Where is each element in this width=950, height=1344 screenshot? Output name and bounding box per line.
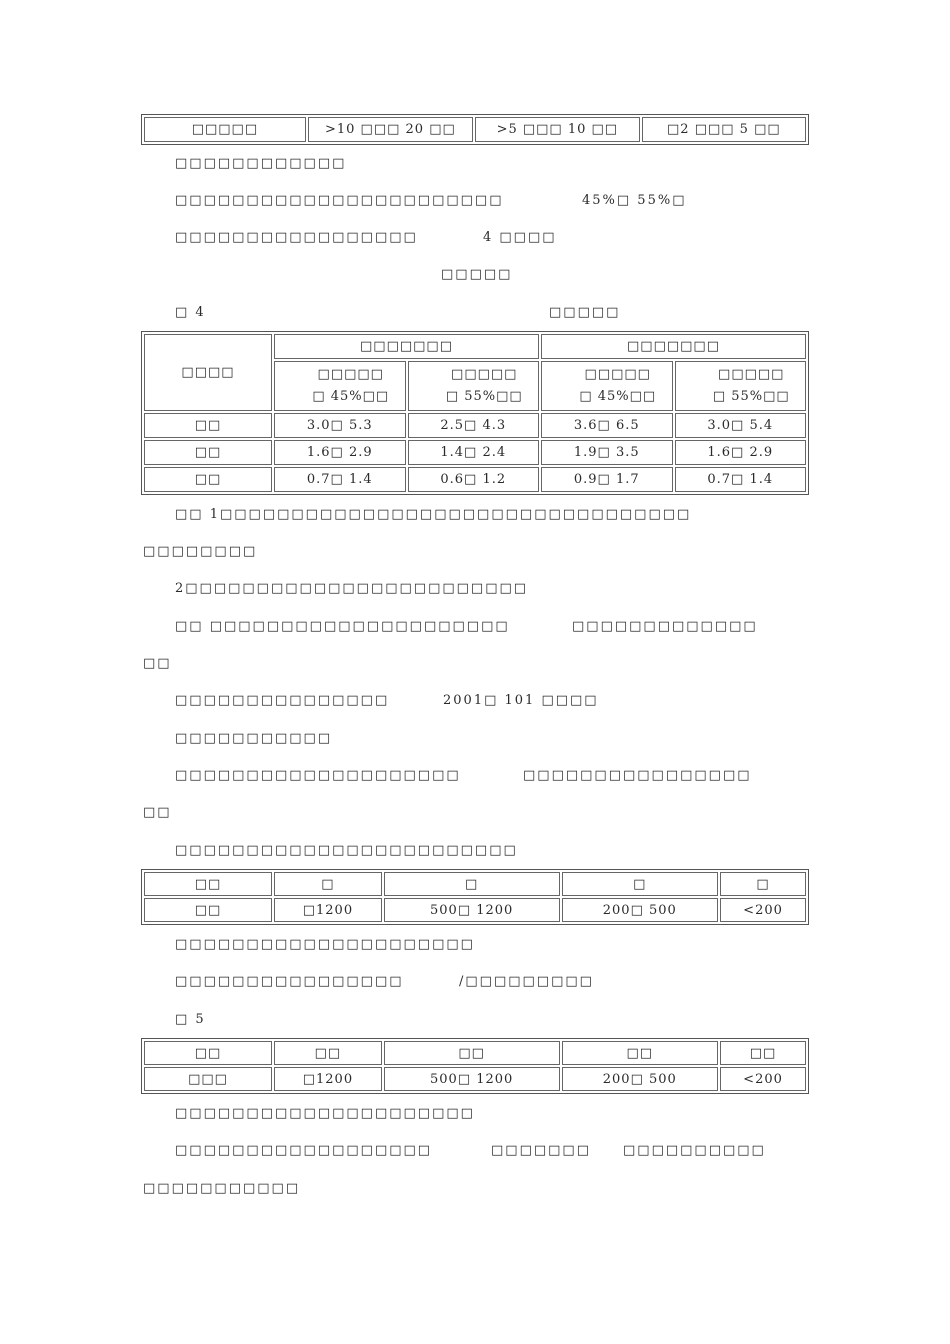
table-cell: □□□ [144,1067,272,1091]
body-text: 4 □□□□ [483,230,557,245]
table-cell: □□ [274,1041,382,1065]
table-header-cell [541,361,673,411]
table-row [144,1041,806,1065]
table-cell: □ [384,872,560,896]
table-header-cell [675,361,807,411]
body-text: □□ □□□□□□□□□□□□□□□□□□□□□ [175,619,510,634]
table-cell: 3.6□ 6.5 [541,413,673,438]
sub-header-line: □□□□□ [584,367,651,382]
sub-header-line: □ 45%□□ [312,389,390,404]
table-row [144,467,806,492]
table-cell: □□ [144,872,272,896]
table-header-cell: □□□□ [144,334,272,411]
table-cell: □□□□□ [144,117,306,142]
table-cell: 1.6□ 2.9 [274,440,406,465]
table-header-cell [408,361,540,411]
top-table [141,114,809,145]
sub-header-line: □ 45%□□ [579,389,657,404]
table-cell: 1.9□ 3.5 [541,440,673,465]
body-text: □□□□□□□□□□□□□□□□□□□□□□□□ [175,843,518,858]
body-text: □□ [143,805,172,820]
body-text: 45%□ 55%□ [582,193,687,208]
table-cell: 1.4□ 2.4 [408,440,540,465]
sub-header-line: □□□□□ [317,367,384,382]
table-cell: >5 □□□ 10 □□ [475,117,640,142]
sub-header-line: □□□□□ [451,367,518,382]
table-cell: <200 [720,898,806,922]
table-cell: □□ [720,1041,806,1065]
note-text: □□□□□□□□ [143,544,258,559]
note-text: □□ 1□□□□□□□□□□□□□□□□□□□□□□□□□□□□□□□□□ [175,507,692,522]
sub-header-line: □□□□□ [718,367,785,382]
table-cell: 1.6□ 2.9 [675,440,807,465]
table-number: □ 4 [175,305,206,320]
table-row [144,413,806,438]
body-text: □□□□□□□□□□□□□□□□□□ [175,1143,433,1158]
table-cell: □□ [144,440,272,465]
table-4 [141,331,809,495]
grade-table-a [141,869,809,925]
table-cell: 500□ 1200 [384,898,560,922]
body-text: □□ [143,656,172,671]
sub-header-line: □ 55%□□ [712,389,790,404]
table-row [144,872,806,896]
table-header-cell [274,361,406,411]
body-text: □□□□□□□□□□□□□□□□□□□□□ [175,1106,475,1121]
section-heading: □□□□□ [441,267,513,282]
body-text: □□□□□□□□□□□□□ [572,619,758,634]
body-text: □□□□□□□□□□□□□□□□ [175,974,404,989]
body-text: □□□□□□□□□□□□□□□□□ [175,230,418,245]
table-row [144,117,806,142]
table-cell: <200 [720,1067,806,1091]
table-row [144,334,806,359]
body-text: □□□□□□□□□□□□□□□□□□□□ [175,768,461,783]
table-cell: >10 □□□ 20 □□ [308,117,473,142]
table-cell: □□ [384,1041,560,1065]
body-text: □□□□□□□□□□□ [143,1181,301,1196]
table-cell: □□ [144,467,272,492]
table-cell: □1200 [274,898,382,922]
sub-header-line: □ 55%□□ [445,389,523,404]
table-cell: 500□ 1200 [384,1067,560,1091]
table-cell: □ [562,872,719,896]
table-row [144,898,806,922]
body-text: □□□□□□□□□□□□□□□ [175,693,390,708]
body-text: 2001□ 101 □□□□ [443,693,599,708]
table-cell: 0.7□ 1.4 [675,467,807,492]
table-cell: □ [720,872,806,896]
body-text: □□□□□□□□□□ [623,1143,766,1158]
table-caption: □□□□□ [549,305,621,320]
body-text: □□□□□□□ [491,1143,591,1158]
table-cell: 0.9□ 1.7 [541,467,673,492]
table-header-cell: □□□□□□□ [541,334,806,359]
table-cell: □□ [144,898,272,922]
table-cell: 200□ 500 [562,898,719,922]
note-text: 2□□□□□□□□□□□□□□□□□□□□□□□□ [175,581,529,596]
body-text: □□□□□□□□□□□□□□□□□□□□□□□ [175,193,504,208]
table-cell: □□ [144,1041,272,1065]
body-text: □□□□□□□□□□□ [175,731,333,746]
table-cell: □2 □□□ 5 □□ [642,117,806,142]
table-cell: 0.7□ 1.4 [274,467,406,492]
table-row [144,440,806,465]
table-cell: □□ [562,1041,719,1065]
table-row [144,1067,806,1091]
table-cell: 200□ 500 [562,1067,719,1091]
body-text: □□□□□□□□□□□□□□□□ [523,768,752,783]
table-cell: □1200 [274,1067,382,1091]
body-text: /□□□□□□□□□ [459,974,594,989]
table-cell: □□ [144,413,272,438]
table-cell: □ [274,872,382,896]
table-number: □ 5 [175,1012,206,1027]
table-cell: 3.0□ 5.4 [675,413,807,438]
body-text: □□□□□□□□□□□□ [175,156,347,171]
table-5 [141,1038,809,1094]
table-cell: 2.5□ 4.3 [408,413,540,438]
body-text: □□□□□□□□□□□□□□□□□□□□□ [175,937,475,952]
table-cell: 3.0□ 5.3 [274,413,406,438]
table-header-cell: □□□□□□□ [274,334,539,359]
table-cell: 0.6□ 1.2 [408,467,540,492]
